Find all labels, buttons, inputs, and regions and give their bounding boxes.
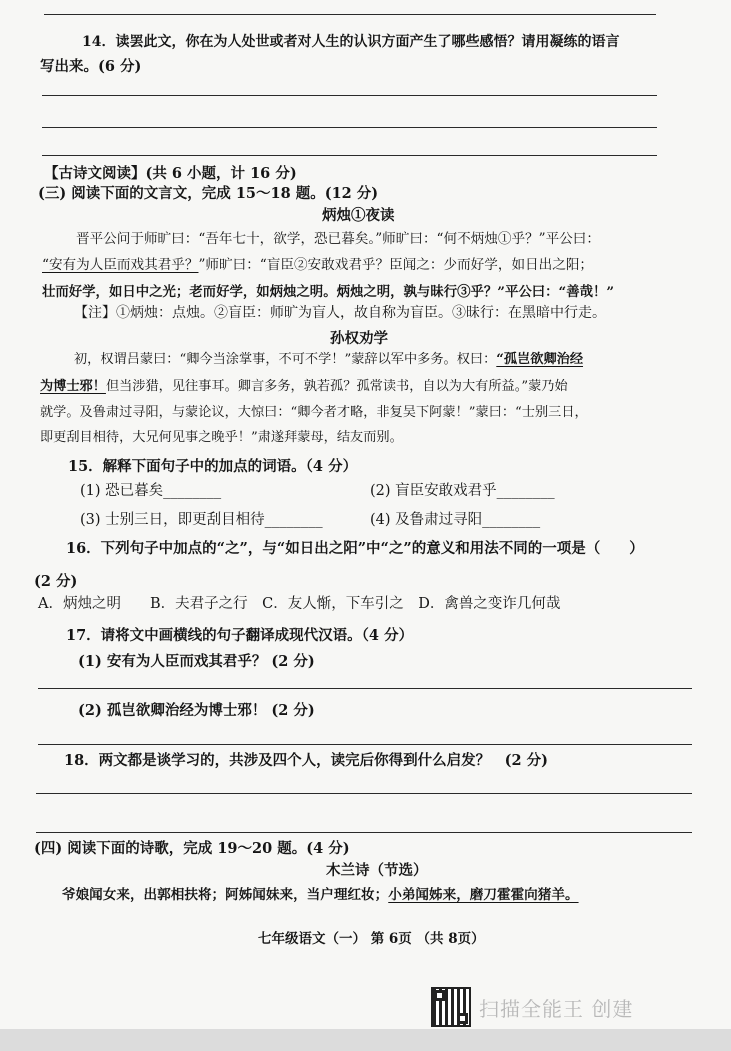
answer-line <box>42 127 657 128</box>
text2-title: 孙权劝学 <box>330 330 388 347</box>
answer-line <box>38 688 692 689</box>
text1-line2 <box>42 257 593 273</box>
text1-title: 炳烛①夜读 <box>322 207 395 224</box>
q17-item1: (1) 安有为人臣而戏其君乎？ (2 分) <box>78 653 315 670</box>
text1-note: 【注】①炳烛：点烛。②盲臣：师旷为盲人，故自称为盲臣。③昧行：在黑暗中行走。 <box>74 305 606 321</box>
text1-underlined-sentence: “安有为人臣而戏其君乎？ <box>42 257 199 273</box>
answer-line <box>38 744 692 745</box>
answer-line <box>44 14 656 15</box>
poem-line-a: 爷娘闻女来，出郭相扶将；阿姊闻妹来，当户理红妆； <box>62 887 389 903</box>
section-header: 【古诗文阅读】(共 6 小题，计 16 分) <box>44 165 297 182</box>
poem-title: 木兰诗（节选） <box>326 862 428 879</box>
text2-line2-rest: 但当涉猎，见往事耳。卿言多务，孰若孤？孤常读书，自以为大有所益。”蒙乃始 <box>105 379 568 394</box>
page-footer: 七年级语文（一） 第 6页 （共 8页） <box>258 931 485 947</box>
scan-bottom-bar <box>0 1029 731 1051</box>
text2-line2 <box>40 379 568 395</box>
text2-line3: 就学。及鲁肃过寻阳，与蒙论议，大惊曰：“卿今者才略，非复吴下阿蒙！”蒙曰：“士别三日， <box>40 405 588 420</box>
poem-underlined: 小弟闻姊来，磨刀霍霍向猪羊。 <box>388 887 579 903</box>
qr-code-icon <box>431 987 471 1027</box>
scanner-watermark: 扫描全能王 创建 <box>479 997 634 1021</box>
text2-line4: 即更刮目相待，大兄何见事之晚乎！”肃遂拜蒙母，结友而别。 <box>40 430 403 445</box>
text1-line1: 晋平公问于师旷曰：“吾年七十，欲学，恐已暮矣。”师旷曰：“何不炳烛①乎？”平公曰： <box>76 231 600 247</box>
q17-item2: (2) 孤岂欲卿治经为博士邪！ (2 分) <box>78 702 315 719</box>
poem-line <box>62 887 579 903</box>
text2-line1 <box>74 352 583 368</box>
q16-options: A．炳烛之明 B．夫君子之行 C．友人惭，下车引之 D．禽兽之变诈几何哉 <box>38 596 561 612</box>
q15-item2: (2) 盲臣安敢戏君乎________ <box>370 483 555 499</box>
q17-stem: 17．请将文中画横线的句子翻译成现代汉语。（4 分） <box>66 627 414 644</box>
q15-item1: (1) 恐已暮矣________ <box>80 483 222 499</box>
answer-line <box>36 832 692 833</box>
q14-line2: 写出来。(6 分) <box>40 58 142 75</box>
answer-line <box>42 95 657 96</box>
q16-score: (2 分) <box>34 573 78 590</box>
answer-line <box>36 793 692 794</box>
answer-line <box>42 155 657 156</box>
q15-item3: (3) 士别三日，即更刮目相待________ <box>80 512 323 528</box>
q18-stem: 18．两文都是谈学习的，共涉及四个人，读完后你得到什么启发？ (2 分) <box>64 752 549 769</box>
text2-underlined-sentence-a: “孤岂欲卿治经 <box>496 352 584 367</box>
text2-line1-a: 初，权谓吕蒙曰：“卿今当涂掌事，不可不学！”蒙辞以军中多务。权曰： <box>74 352 497 367</box>
q15-item4: (4) 及鲁肃过寻阳________ <box>370 512 541 528</box>
part4-intro: (四) 阅读下面的诗歌，完成 19～20 题。(4 分) <box>34 840 350 857</box>
text1-line3: 壮而好学，如日中之光；老而好学，如炳烛之明。炳烛之明，孰与昧行③乎？”平公曰：“善哉！” <box>42 284 615 300</box>
part3-intro: (三) 阅读下面的文言文，完成 15～18 题。(12 分) <box>38 185 379 202</box>
q16-stem: 16．下列句子中加点的“之”，与“如日出之阳”中“之”的意义和用法不同的一项是（ ） <box>66 540 644 557</box>
q15-stem: 15．解释下面句子中的加点的词语。（4 分） <box>68 458 358 475</box>
text2-underlined-sentence-b: 为博士邪！ <box>40 379 106 394</box>
text1-line2-rest: ”师旷曰：“盲臣②安敢戏君乎？臣闻之：少而好学，如日出之阳； <box>198 257 594 273</box>
q14-line1: 14．读罢此文，你在为人处世或者对人生的认识方面产生了哪些感悟？请用凝练的语言 <box>82 34 620 50</box>
